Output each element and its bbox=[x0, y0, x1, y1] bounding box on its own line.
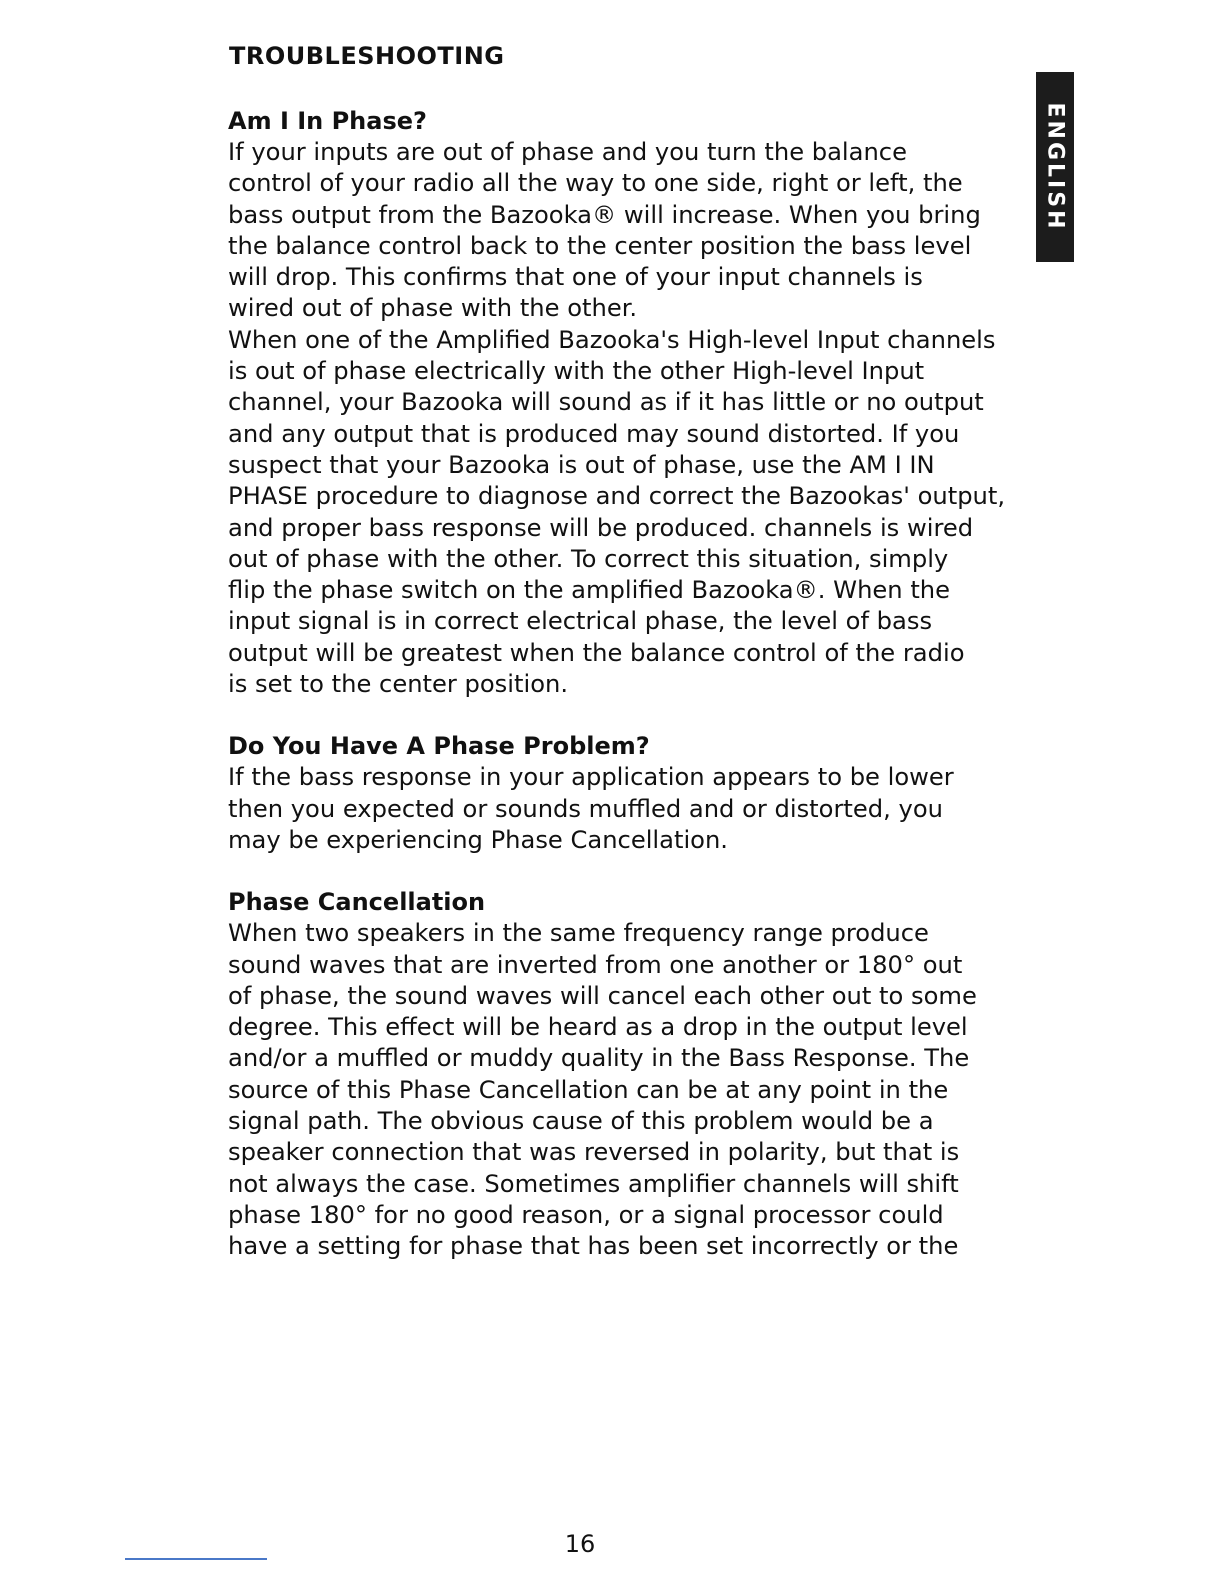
language-tab bbox=[1036, 72, 1074, 262]
section-heading: Do You Have A Phase Problem? bbox=[228, 732, 650, 761]
paragraph: If the bass response in your application appears to be lower then you expected or sounds muffled and or distorted, you may be experiencing Phase Cancellation. bbox=[228, 763, 954, 854]
language-tab-label: ENGLISH bbox=[1042, 102, 1068, 232]
page-title: TROUBLESHOOTING bbox=[229, 42, 505, 70]
section-am-i-in-phase bbox=[228, 106, 1028, 700]
paragraph: If your inputs are out of phase and you turn the balance control of your radio all the way to one side, right or left, the bass output from the Bazooka® will increase. When you bring the balance control back to the center position the bass level will drop. This confirms that one of your input channels is wired out of phase with the other. bbox=[228, 138, 981, 323]
section-heading: Phase Cancellation bbox=[228, 888, 486, 917]
paragraph: When one of the Amplified Bazooka's High-level Input channels is out of phase electrically with the other High-level Input channel, your Bazooka will sound as if it has little or no output and any output that is produced may sound distorted. If you suspect that your Bazooka is out of phase, use the AM I IN PHASE procedure to diagnose and correct the Bazookas' output, and proper bass response will be produced. channels is wired out of phase with the other. To correct this situation, simply flip the phase switch on the amplified Bazooka®. When the input signal is in correct electrical phase, the level of bass output will be greatest when the balance control of the radio is set to the center position. bbox=[228, 325, 1006, 699]
footer-rule bbox=[125, 1558, 267, 1560]
paragraph: When two speakers in the same frequency range produce sound waves that are inverted from one another or 180° out of phase, the sound waves will cancel each other out to some degree. This effect will be heard as a drop in the output level and/or a muffled or muddy quality in the Bass Response. The source of this Phase Cancellation can be at any point in the signal path. The obvious cause of this problem would be a speaker connection that was reversed in polarity, but that is not always the case. Sometimes amplifier channels will shift phase 180° for no good reason, or a signal processor could have a setting for phase that has been set incorrectly or the bbox=[228, 919, 977, 1261]
page-content bbox=[228, 106, 1028, 1294]
page-number: 16 bbox=[564, 1530, 596, 1558]
section-phase-cancellation bbox=[228, 887, 1028, 1262]
section-phase-problem bbox=[228, 731, 1028, 856]
section-heading: Am I In Phase? bbox=[228, 107, 427, 135]
